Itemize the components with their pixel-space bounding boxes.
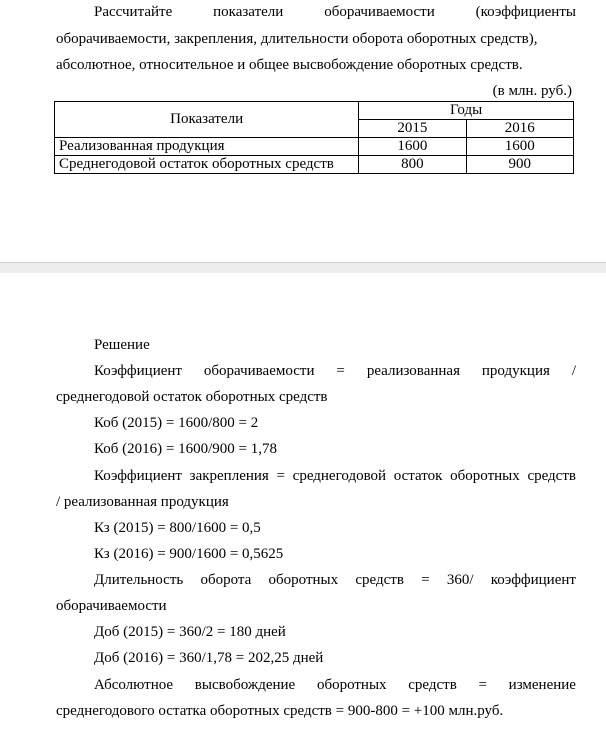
fix-def-line-2: / реализованная продукция	[56, 494, 229, 510]
dur-def-line-2: оборачиваемости	[56, 598, 167, 614]
solution-title: Решение	[94, 337, 150, 353]
dur-def-line-1: Длительность оборота оборотных средств = 360/ коэффициент	[94, 572, 576, 588]
row-label: Среднегодовой остаток оборотных средств	[55, 156, 359, 174]
abs-def-line-2: среднегодового остатка оборотных средств = 900-800 = +100 млн.руб.	[56, 703, 504, 719]
kob-2016: Коб (2016) = 1600/900 = 1,78	[94, 441, 277, 457]
table-row	[55, 156, 574, 174]
unit-note: (в млн. руб.)	[492, 83, 572, 99]
turnover-def-line-2: среднегодовой остаток оборотных средств	[56, 389, 328, 405]
table-header-row	[55, 102, 574, 120]
kz-2015: Кз (2015) = 800/1600 = 0,5	[94, 520, 261, 536]
fix-def-line-1: Коэффициент закрепления = среднегодовой остаток оборотных средств	[94, 468, 576, 484]
page-1	[0, 0, 606, 262]
header-years: Годы	[359, 102, 574, 120]
task-line-1: Рассчитайте показатели оборачиваемости (коэффициенты	[94, 4, 576, 20]
dob-2016: Доб (2016) = 360/1,78 = 202,25 дней	[94, 650, 324, 666]
dob-2015: Доб (2015) = 360/2 = 180 дней	[94, 624, 286, 640]
task-line-3: абсолютное, относительное и общее высвобождение оборотных средств.	[56, 57, 523, 73]
year-2016: 2016	[466, 120, 573, 138]
row-value: 1600	[466, 138, 573, 156]
indicators-table	[54, 101, 574, 174]
year-2015: 2015	[359, 120, 466, 138]
kob-2015: Коб (2015) = 1600/800 = 2	[94, 415, 259, 431]
page-2	[0, 273, 606, 730]
table-row	[55, 138, 574, 156]
header-indicators: Показатели	[55, 102, 359, 138]
task-line-2: оборачиваемости, закрепления, длительности оборота оборотных средств),	[56, 31, 538, 47]
turnover-def-line-1: Коэффициент оборачиваемости = реализованная продукция /	[94, 363, 576, 379]
kz-2016: Кз (2016) = 900/1600 = 0,5625	[94, 546, 284, 562]
row-value: 900	[466, 156, 573, 174]
row-value: 800	[359, 156, 466, 174]
row-value: 1600	[359, 138, 466, 156]
row-label: Реализованная продукция	[55, 138, 359, 156]
abs-def-line-1: Абсолютное высвобождение оборотных средств = изменение	[94, 677, 576, 693]
